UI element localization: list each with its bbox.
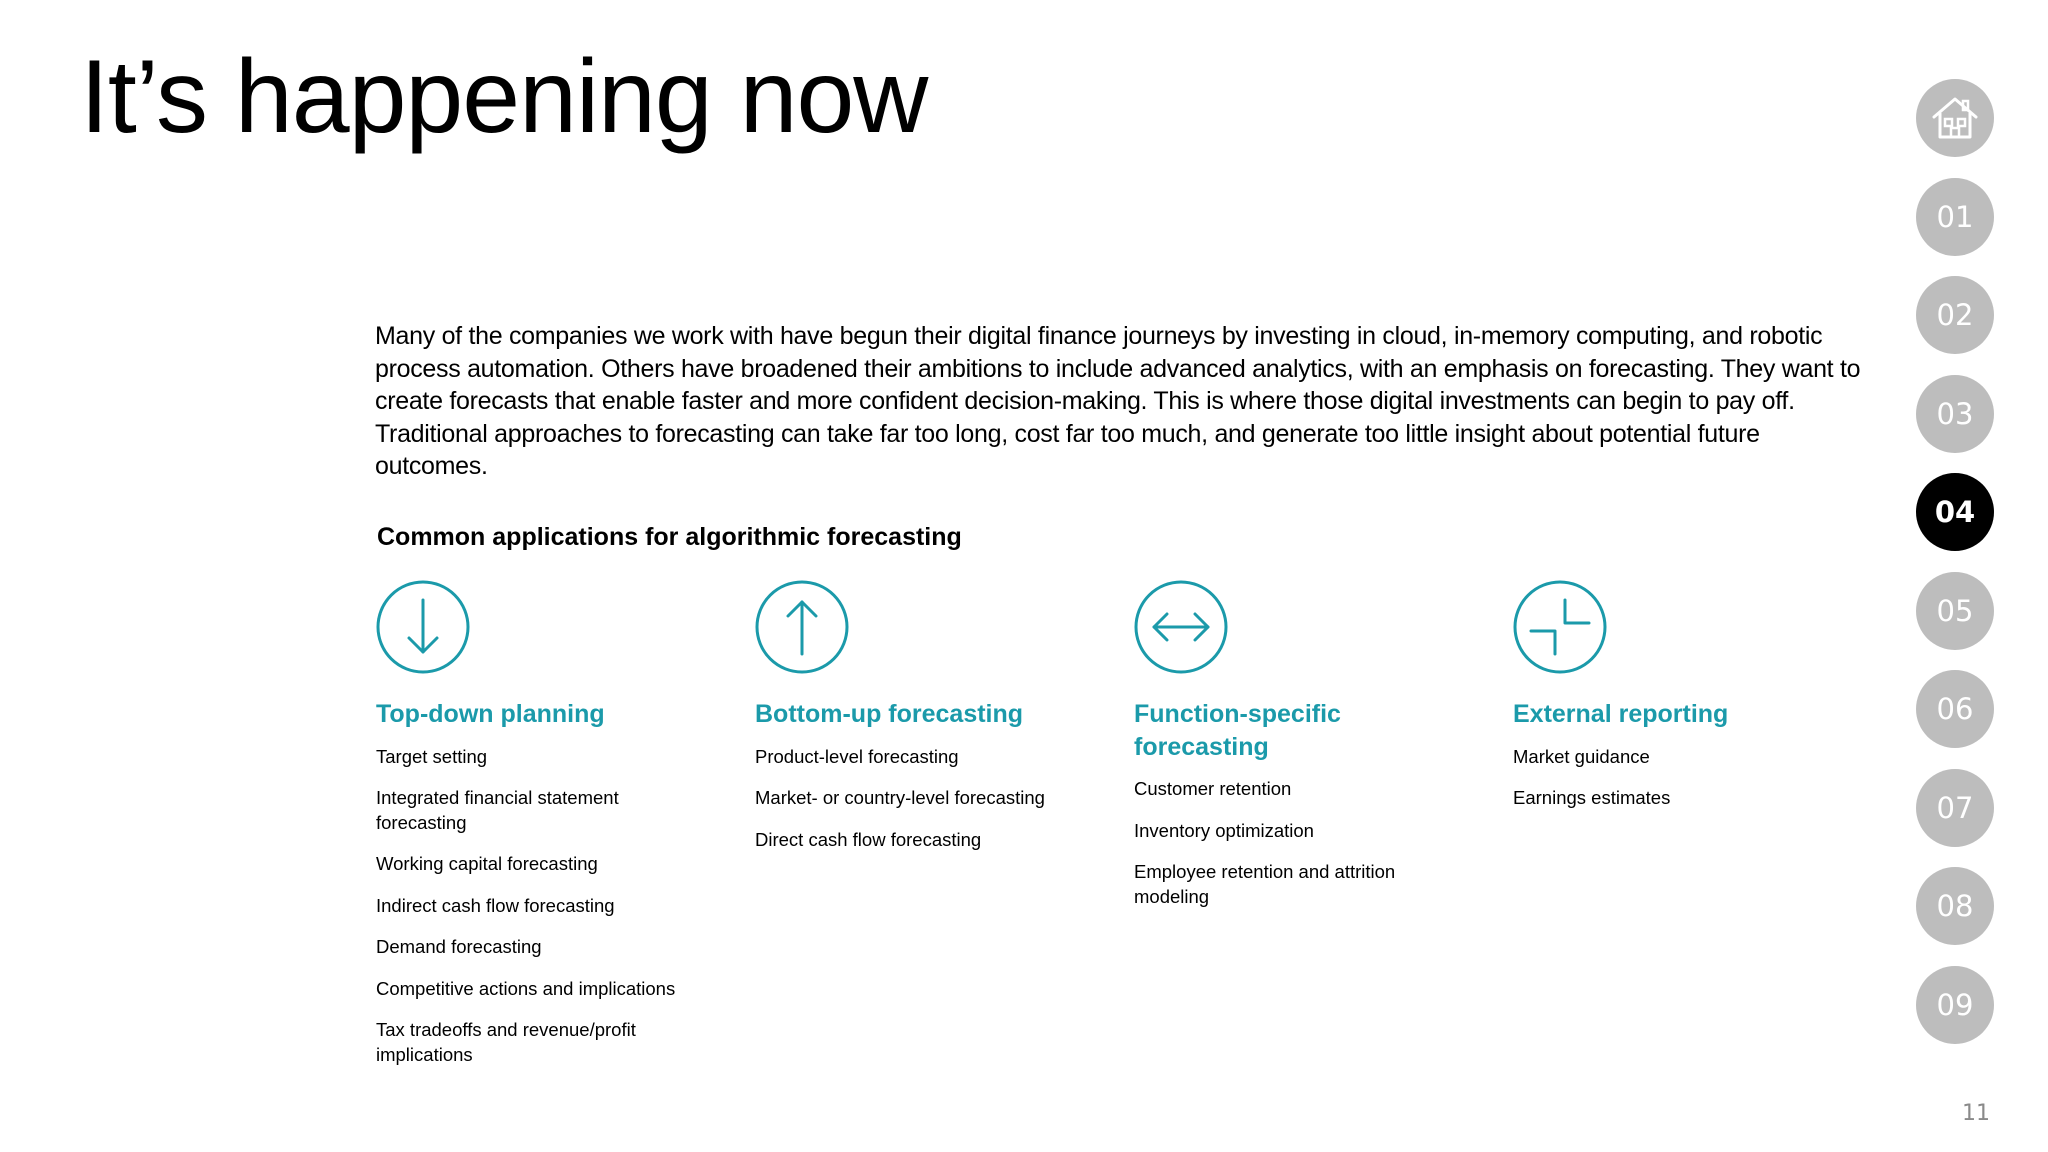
section-heading: Common applications for algorithmic forecasting xyxy=(377,523,962,551)
column-title: Function-specific forecasting xyxy=(1134,700,1341,761)
list-item: Earnings estimates xyxy=(1513,787,1671,808)
list-item: Employee retention and attrition modeling xyxy=(1134,861,1396,907)
nav-item-05[interactable]: 05 xyxy=(1916,572,1994,650)
list-item: Target setting xyxy=(376,745,488,767)
list-item: Tax tradeoffs and revenue/profit implications xyxy=(376,1019,636,1065)
column-title: External reporting xyxy=(1513,700,1729,728)
column-bottom-up-forecasting xyxy=(755,580,1085,869)
column-top-down-planning xyxy=(376,580,706,1084)
nav-item-09[interactable]: 09 xyxy=(1916,966,1994,1044)
column-external-reporting xyxy=(1513,580,1843,828)
list-item: Product-level forecasting xyxy=(755,745,959,767)
column-function-specific-forecasting xyxy=(1134,580,1464,926)
column-title: Top-down planning xyxy=(376,700,605,728)
column-list xyxy=(376,745,706,1068)
nav-home-button[interactable] xyxy=(1916,79,1994,157)
column-list xyxy=(755,745,1085,853)
column-list xyxy=(1513,745,1843,811)
section-nav xyxy=(1916,79,1994,1064)
list-item: Demand forecasting xyxy=(376,936,542,957)
nav-item-03[interactable]: 03 xyxy=(1916,375,1994,453)
list-item: Competitive actions and implications xyxy=(376,977,676,999)
list-item: Working capital forecasting xyxy=(376,853,598,874)
column-title: Bottom-up forecasting xyxy=(755,700,1024,728)
list-item: Integrated financial statement forecasting xyxy=(376,787,619,833)
list-item: Customer retention xyxy=(1134,778,1292,799)
corner-arrows-icon xyxy=(1513,580,1607,674)
nav-item-01[interactable]: 01 xyxy=(1916,178,1994,256)
arrow-down-icon xyxy=(376,580,470,674)
nav-item-06[interactable]: 06 xyxy=(1916,670,1994,748)
column-list xyxy=(1134,777,1464,909)
home-icon xyxy=(1931,95,1979,141)
slide-title: It’s happening now xyxy=(80,39,928,155)
nav-item-04[interactable]: 04 xyxy=(1916,473,1994,551)
list-item: Inventory optimization xyxy=(1134,819,1314,841)
page-number: 11 xyxy=(1962,1101,1990,1126)
list-item: Market guidance xyxy=(1513,745,1650,767)
arrow-up-icon xyxy=(755,580,849,674)
nav-item-07[interactable]: 07 xyxy=(1916,769,1994,847)
list-item: Indirect cash flow forecasting xyxy=(376,894,615,916)
list-item: Market- or country-level forecasting xyxy=(755,787,1045,808)
nav-item-02[interactable]: 02 xyxy=(1916,276,1994,354)
intro-paragraph: Many of the companies we work with have begun their digital finance journeys by investing in cloud, in-memory computing, and robotic process automation. Others have broadened their ambitions to include advanced analytics, with an emphasis on forecasting. They want to create forecasts that enable faster and more confident decision-making. This is where those digital investments can begin to pay off. Traditional approaches to forecasting can take far too long, cost far too much, and generate too little insight about potential future outcomes. xyxy=(375,322,1861,480)
arrow-left-right-icon xyxy=(1134,580,1228,674)
nav-item-08[interactable]: 08 xyxy=(1916,867,1994,945)
list-item: Direct cash flow forecasting xyxy=(755,828,982,850)
